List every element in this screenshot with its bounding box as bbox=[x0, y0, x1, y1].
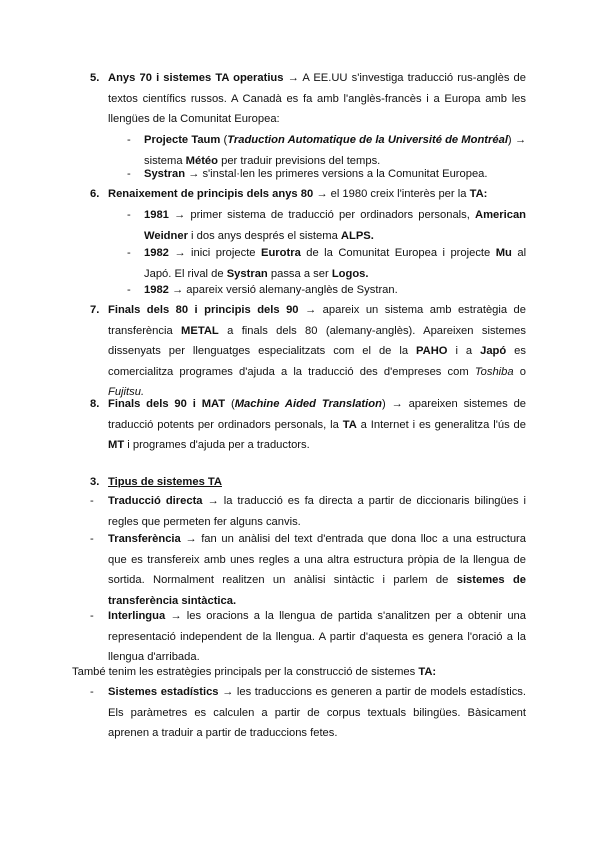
type-bold: sistemes de transferència sintàctica. bbox=[108, 574, 527, 607]
subitem-bold: Logos. bbox=[331, 267, 369, 280]
subitem-bold: Systran bbox=[226, 267, 268, 280]
subitem-bold: Météo bbox=[185, 154, 218, 167]
subitem-1981 bbox=[144, 205, 526, 246]
item-text: i a bbox=[455, 345, 473, 357]
bullet-dash: - bbox=[90, 533, 94, 545]
item-italic: Fujitsu. bbox=[108, 386, 145, 398]
subitem-bold: Systran bbox=[144, 168, 186, 180]
list-number: 7. bbox=[90, 304, 100, 316]
bullet-dash: - bbox=[127, 284, 131, 296]
paren: ( bbox=[230, 398, 235, 410]
list-number: 5. bbox=[90, 72, 100, 84]
bullet-dash: - bbox=[127, 209, 131, 221]
subitem-text: → primer sistema de traducció per ordinadors personals, bbox=[174, 209, 470, 221]
subitem-text: → sistema bbox=[144, 134, 527, 167]
subitem-bold: 1981 bbox=[144, 209, 169, 221]
section-title: Tipus de sistemes TA bbox=[108, 476, 222, 488]
type-bold: Interlingua bbox=[108, 610, 166, 622]
subitem-text: passa a ser bbox=[270, 267, 329, 280]
subitem-text: → apareix versió alemany-anglès de Systran. bbox=[172, 284, 398, 296]
item-bold: MT bbox=[108, 439, 125, 451]
item-bold: PAHO bbox=[416, 345, 448, 357]
item-bold: METAL bbox=[181, 324, 219, 337]
item-text: → el 1980 creix l'interès per la bbox=[316, 188, 467, 200]
section-heading bbox=[108, 472, 526, 493]
item-text: o bbox=[519, 365, 527, 378]
type-text: → les oracions a la llengua de partida s'analitzen per a obtenir una representació independent de la llengua. A partir d'aquesta es genera l'oració a la llengua d'arribada. bbox=[108, 610, 526, 663]
subitem-1982-eurotra bbox=[144, 243, 526, 284]
item-italic: Toshiba bbox=[474, 365, 514, 378]
item-title: Finals dels 80 i principis dels 90 bbox=[108, 304, 299, 316]
item-bold: TA: bbox=[469, 188, 488, 200]
item-bold: TA bbox=[342, 418, 357, 431]
subitem-bold: American Weidner bbox=[144, 209, 527, 242]
bullet-dash: - bbox=[127, 168, 131, 180]
item-text: → A EE.UU s'investiga traducció rus-anglès de textos científics russos. A Canadà es fa amb l'anglès-francès i a Europa amb les llengües de la Comunitat Europea: bbox=[108, 72, 526, 125]
list-item-8 bbox=[108, 394, 526, 456]
subitem-text: → inici projecte bbox=[174, 247, 256, 259]
item-text: → apareix un sistema amb estratègia de transferència bbox=[108, 304, 527, 337]
item-text: i programes d'ajuda per a traductors. bbox=[127, 439, 310, 451]
strategy-text: → les traduccions es generen a partir de models estadístics. Els paràmetres es calculen a partir de corpus textuals bilingües. Bàsicament aprenen a traduir a partir de traduccions fetes. bbox=[108, 686, 527, 739]
subitem-bold: Eurotra bbox=[261, 247, 301, 259]
subitem-text: de la Comunitat Europea i projecte bbox=[306, 247, 491, 259]
item-title: Anys 70 i sistemes TA operatius bbox=[108, 72, 284, 84]
intro-bold: TA: bbox=[418, 666, 437, 678]
list-number: 8. bbox=[90, 398, 100, 410]
paren: ( bbox=[223, 134, 228, 146]
subitem-bold: 1982 bbox=[144, 284, 169, 296]
list-item-6 bbox=[108, 184, 526, 205]
list-item-7 bbox=[108, 300, 526, 403]
section-number: 3. bbox=[90, 476, 100, 488]
type-text: → fan un anàlisi del text d'entrada que dona lloc a una estructura que es transfereix amb unes regles a una altra estructura pròpia de la llengua de sortida. Normalment realitzen un anàlisi sintàctic i parlem de bbox=[108, 533, 526, 586]
subitem-text: al Japó. El rival de bbox=[144, 247, 527, 280]
paren: ) bbox=[507, 134, 512, 146]
type-interlingua bbox=[108, 606, 526, 668]
bullet-dash: - bbox=[90, 495, 94, 507]
bullet-dash: - bbox=[127, 247, 131, 259]
strategy-statistical bbox=[108, 682, 526, 744]
list-item-5 bbox=[108, 68, 526, 130]
item-text: → apareixen sistemes de traducció potents per ordinadors personals, la bbox=[108, 398, 527, 431]
subitem-1982-systran bbox=[144, 280, 526, 301]
type-bold: Traducció directa bbox=[108, 495, 203, 507]
intro-text: També tenim les estratègies principals per la construcció de sistemes bbox=[72, 666, 416, 678]
subitem-bold: 1982 bbox=[144, 247, 169, 259]
subitem-text: per traduir previsions del temps. bbox=[221, 154, 381, 167]
item-italic: Machine Aided Translation bbox=[234, 398, 382, 410]
subitem-systran bbox=[144, 164, 526, 185]
item-title: Finals dels 90 i MAT bbox=[108, 398, 226, 410]
subitem-bold: Mu bbox=[495, 247, 512, 259]
item-text: a finals dels 80 (alemany-anglès). Apareixen sistemes dissenyats per llenguatges especialitzats com el de la bbox=[108, 324, 526, 357]
subitem-text: i dos anys després el sistema bbox=[191, 229, 338, 242]
bullet-dash: - bbox=[90, 610, 94, 622]
bullet-dash: - bbox=[90, 686, 94, 698]
bullet-dash: - bbox=[127, 134, 131, 146]
strategy-bold: Sistemes estadístics bbox=[108, 686, 219, 698]
type-bold: Transferència bbox=[108, 533, 181, 545]
list-number: 6. bbox=[90, 188, 100, 200]
subitem-text: → s'instal·len les primeres versions a la Comunitat Europea. bbox=[188, 168, 488, 180]
item-bold: Japó bbox=[480, 345, 507, 357]
type-transfer bbox=[108, 529, 526, 611]
strategies-intro bbox=[72, 662, 532, 683]
subitem-bold: ALPS. bbox=[340, 229, 374, 242]
type-direct bbox=[108, 491, 526, 532]
subitem-bold: Projecte Taum bbox=[144, 134, 221, 146]
type-text: → la traducció es fa directa a partir de diccionaris bilingües i regles que permeten fer alguns canvis. bbox=[108, 495, 527, 528]
item-text: es comercialitza programes d'ajuda a la traducció des d'empreses com bbox=[108, 345, 526, 378]
paren: ) bbox=[381, 398, 386, 410]
subitem-italic: Traduction Automatique de la Université de Montréal bbox=[227, 134, 508, 146]
item-title: Renaixement de principis dels anys 80 bbox=[108, 188, 314, 200]
item-text: a Internet i es generalitza l'ús de bbox=[360, 418, 526, 431]
